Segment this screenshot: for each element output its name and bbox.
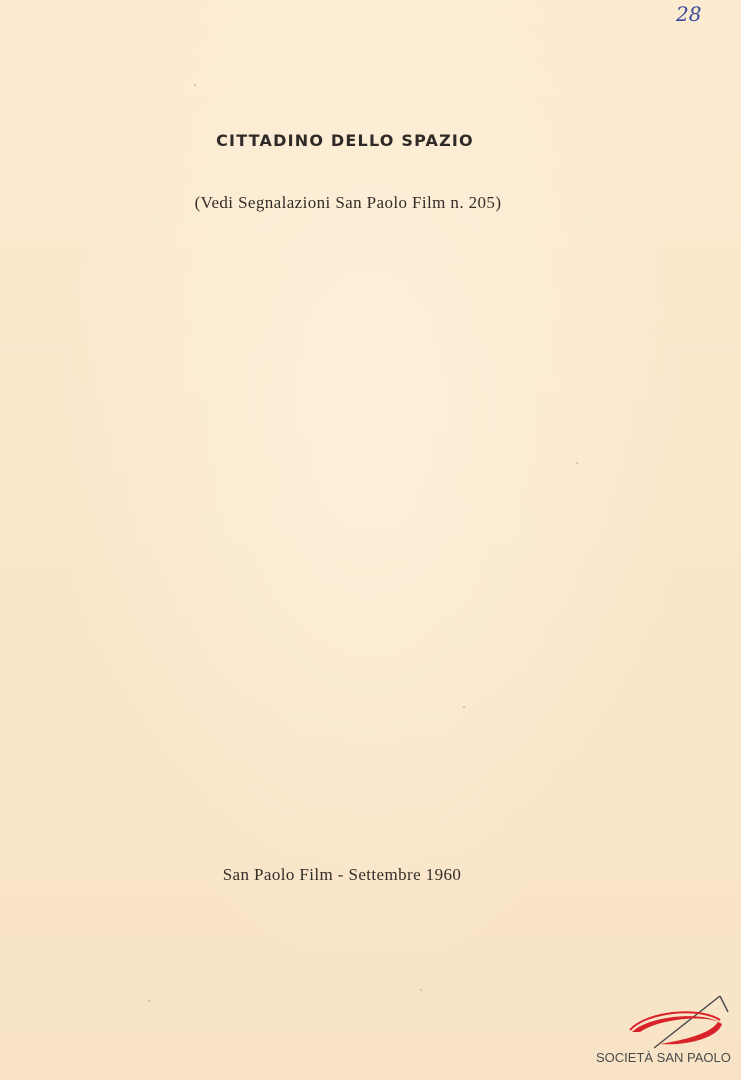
- paper-speck: [194, 84, 196, 86]
- societa-san-paolo-logo: [596, 990, 736, 1072]
- document-title: CITTADINO DELLO SPAZIO: [216, 131, 474, 150]
- paper-speck: [576, 462, 578, 464]
- paper-speck: [148, 1000, 150, 1002]
- publication-footer: San Paolo Film - Settembre 1960: [222, 865, 462, 884]
- handwritten-page-number: 28: [676, 2, 702, 26]
- document-subtitle: (Vedi Segnalazioni San Paolo Film n. 205): [194, 193, 502, 212]
- paper-speck: [463, 706, 465, 708]
- san-paolo-logo-icon: [626, 990, 730, 1052]
- paper-speck: [420, 989, 422, 991]
- logo-text: SOCIETÀ SAN PAOLO: [596, 1050, 731, 1065]
